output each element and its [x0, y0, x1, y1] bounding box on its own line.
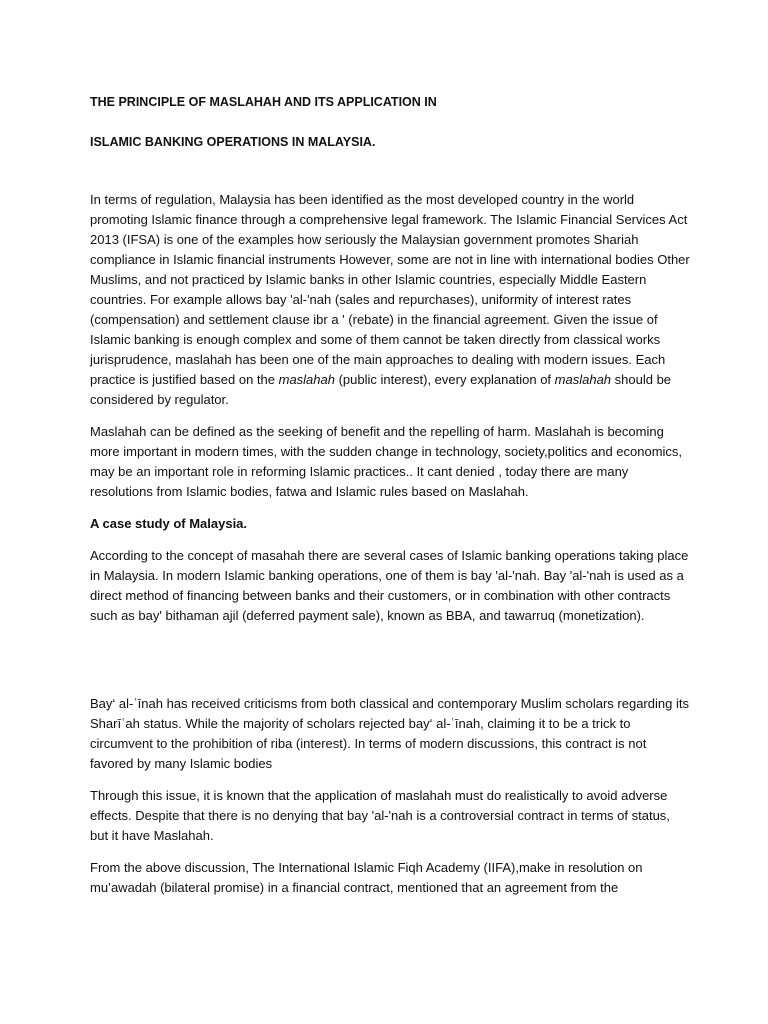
document-title-line-2: ISLAMIC BANKING OPERATIONS IN MALAYSIA.: [90, 135, 376, 149]
paragraph-regulation-text-2: (public interest), every explanation of: [334, 372, 555, 387]
document-body: [90, 92, 690, 910]
paragraph-regulation-text-3: should be considered by regulator.: [90, 372, 672, 407]
paragraph-regulation-text-1: In terms of regulation, Malaysia has been identified as the most developed country in the world promoting Islamic finance through a comprehensive legal framework. The Islamic Financial Services Act 2013 (IFSA) is one of the examples how seriously the Malaysian government promotes Shariah compliance in Islamic financial instruments However, some are not in line with international bodies Other Muslims, and not practiced by Islamic banks in other Islamic countries, especially Middle Eastern countries. For example allows bay 'al-'nah (sales and repurchases), uniformity of interest rates (compensation) and settlement clause ibr a ' (rebate) in the financial agreement. Given the issue of Islamic banking is enough complex and some of them cannot be taken directly from classical works jurisprudence, maslahah has been one of the main approaches to dealing with modern issues. Each practice is justified based on the: [90, 192, 690, 387]
paragraph-regulation: [90, 190, 690, 410]
section-heading-case-study: A case study of Malaysia.: [90, 516, 248, 531]
maslahah-italic-1: maslahah: [278, 372, 335, 387]
paragraph-bay-al-inah: Bay‘ al-ʿīnah has received criticisms from both classical and contemporary Muslim scholars regarding its Sharīʿah status. While the majority of scholars rejected bay‘ al-ʿīnah, claiming it to be a trick to circumvent to the prohibition of riba (interest). In terms of modern discussions, this contract is not favored by many Islamic bodies: [90, 696, 689, 771]
blank-space: [90, 638, 690, 694]
document-title-line-1: THE PRINCIPLE OF MASLAHAH AND ITS APPLICATION IN: [90, 95, 437, 109]
paragraph-case-study: According to the concept of masahah there are several cases of Islamic banking operations taking place in Malaysia. In modern Islamic banking operations, one of them is bay 'al-'nah. Bay 'al-'nah is used as a direct method of financing between banks and their customers, or in combination with other contracts such as bay' bithaman ajil (deferred payment sale), known as BBA, and tawarruq (monetization).: [90, 548, 689, 623]
maslahah-italic-2: maslahah: [554, 372, 612, 387]
paragraph-maslahah-definition: Maslahah can be defined as the seeking of benefit and the repelling of harm. Maslahah is becoming more important in modern times, with the sudden change in technology, society,politics and economics, may be an important role in reforming Islamic practices.. It cant denied , today there are many resolutions from Islamic bodies, fatwa and Islamic rules based on Maslahah.: [90, 424, 683, 499]
paragraph-issue: Through this issue, it is known that the application of maslahah must do realistically to avoid adverse effects. Despite that there is no denying that bay 'al-'nah is a controversial contract in terms of status, but it have Maslahah.: [90, 788, 670, 843]
paragraph-iifa: From the above discussion, The International Islamic Fiqh Academy (IIFA),make in resolution on mu’awadah (bilateral promise) in a financial contract, mentioned that an agreement from the: [90, 860, 643, 895]
